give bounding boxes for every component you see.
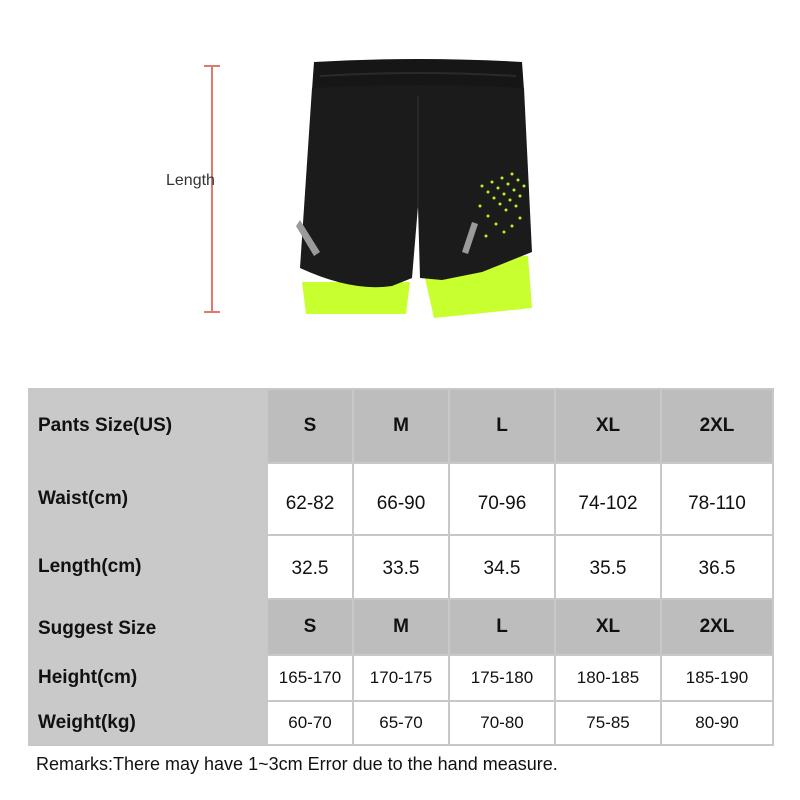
table-cell: 66-90 — [354, 464, 448, 534]
length-label: Length — [166, 172, 215, 189]
table-row-label: Waist(cm) — [30, 464, 266, 534]
table-cell: 33.5 — [354, 536, 448, 598]
table-cell: 34.5 — [450, 536, 554, 598]
table-cell: 65-70 — [354, 702, 448, 744]
table-cell: 180-185 — [556, 656, 660, 700]
suggest-size-header: L — [450, 600, 554, 654]
table-cell: 32.5 — [268, 536, 352, 598]
product-figure — [0, 0, 800, 360]
size-header: S — [268, 390, 352, 462]
suggest-size-header: XL — [556, 600, 660, 654]
table-cell: 78-110 — [662, 464, 772, 534]
table-cell: 75-85 — [556, 702, 660, 744]
suggest-size-header: 2XL — [662, 600, 772, 654]
table-row-label: Length(cm) — [30, 536, 266, 598]
table-row-label: Weight(kg) — [30, 702, 266, 744]
table-cell: 185-190 — [662, 656, 772, 700]
size-header: XL — [556, 390, 660, 462]
size-header: 2XL — [662, 390, 772, 462]
table-cell: 80-90 — [662, 702, 772, 744]
pants-size-header-label: Pants Size(US) — [30, 390, 266, 462]
remarks-note: Remarks:There may have 1~3cm Error due to the hand measure. — [36, 754, 558, 774]
table-cell: 70-80 — [450, 702, 554, 744]
table-cell: 60-70 — [268, 702, 352, 744]
suggest-size-header: M — [354, 600, 448, 654]
shorts-image — [292, 56, 544, 320]
size-header: M — [354, 390, 448, 462]
table-cell: 35.5 — [556, 536, 660, 598]
table-row-label: Height(cm) — [30, 656, 266, 700]
table-cell: 74-102 — [556, 464, 660, 534]
size-header: L — [450, 390, 554, 462]
table-cell: 165-170 — [268, 656, 352, 700]
suggest-size-header: S — [268, 600, 352, 654]
table-cell: 170-175 — [354, 656, 448, 700]
size-table — [28, 388, 774, 746]
table-cell: 70-96 — [450, 464, 554, 534]
table-cell: 36.5 — [662, 536, 772, 598]
table-cell: 175-180 — [450, 656, 554, 700]
table-cell: 62-82 — [268, 464, 352, 534]
suggest-size-label: Suggest Size — [30, 600, 266, 654]
measure-cap-bottom — [204, 311, 220, 313]
